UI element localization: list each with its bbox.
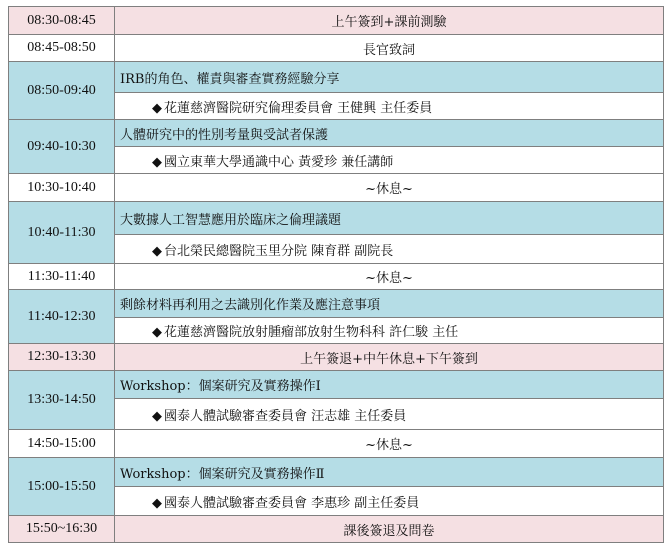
time-cell: 13:30-14:50 [9,371,115,430]
schedule-row [9,371,664,399]
schedule-row [9,264,664,290]
topic-cell: Workshop：個案研究及實務操作Ⅰ [115,371,664,399]
topic-cell: 大數據人工智慧應用於臨床之倫理議題 [115,202,664,235]
topic-cell: Workshop：個案研究及實務操作Ⅱ [115,458,664,487]
time-cell: 15:00-15:50 [9,458,115,516]
speaker-cell [115,147,664,174]
schedule-row [9,290,664,318]
schedule-row [9,7,664,35]
time-cell: 11:40-12:30 [9,290,115,344]
diamond-bullet-icon: ◆ [152,408,162,424]
session-cell: 上午簽到+課前測驗 [115,7,664,35]
session-cell: 課後簽退及問卷 [115,516,664,543]
time-cell: 14:50-15:00 [9,430,115,458]
speaker-name: 台北榮民總醫院玉里分院 陳育群 副院長 [164,243,394,259]
topic-cell: 剩餘材料再利用之去識別化作業及應注意事項 [115,290,664,318]
speaker-cell [115,487,664,516]
diamond-bullet-icon: ◆ [152,495,162,511]
time-cell: 08:30-08:45 [9,7,115,35]
speaker-name: 國泰人體試驗審查委員會 汪志雄 主任委員 [164,408,407,424]
schedule-row [9,458,664,487]
schedule-row [9,174,664,202]
schedule-row [9,516,664,543]
time-cell: 12:30-13:30 [9,344,115,371]
speaker-name: 國立東華大學通識中心 黃愛珍 兼任講師 [164,154,394,170]
diamond-bullet-icon: ◆ [152,325,162,340]
time-cell: 09:40-10:30 [9,120,115,174]
schedule-table [8,6,664,543]
diamond-bullet-icon: ◆ [152,154,162,170]
speaker-name: 花蓮慈濟醫院放射腫瘤部放射生物科科 許仁駿 主任 [164,325,459,340]
time-cell: 11:30-11:40 [9,264,115,290]
schedule-row [9,35,664,62]
schedule-row [9,344,664,371]
time-cell: 10:40-11:30 [9,202,115,264]
session-cell: 上午簽退+中午休息+下午簽到 [115,344,664,371]
break-cell: ~休息~ [115,264,664,290]
session-cell: 長官致詞 [115,35,664,62]
break-cell: ~休息~ [115,430,664,458]
speaker-cell [115,399,664,430]
time-cell: 08:50-09:40 [9,62,115,120]
diamond-bullet-icon: ◆ [152,243,162,259]
schedule-row [9,62,664,93]
speaker-cell [115,318,664,344]
speaker-cell [115,93,664,120]
schedule-row [9,202,664,235]
time-cell: 08:45-08:50 [9,35,115,62]
topic-cell: IRB的角色、權責與審查實務經驗分享 [115,62,664,93]
speaker-name: 花蓮慈濟醫院研究倫理委員會 王健興 主任委員 [164,100,433,116]
break-cell: ~休息~ [115,174,664,202]
time-cell: 15:50~16:30 [9,516,115,543]
speaker-cell [115,235,664,264]
schedule-row [9,120,664,147]
schedule-row [9,430,664,458]
speaker-name: 國泰人體試驗審查委員會 李惠珍 副主任委員 [164,495,420,511]
topic-cell: 人體研究中的性別考量與受試者保護 [115,120,664,147]
time-cell: 10:30-10:40 [9,174,115,202]
diamond-bullet-icon: ◆ [152,100,162,116]
